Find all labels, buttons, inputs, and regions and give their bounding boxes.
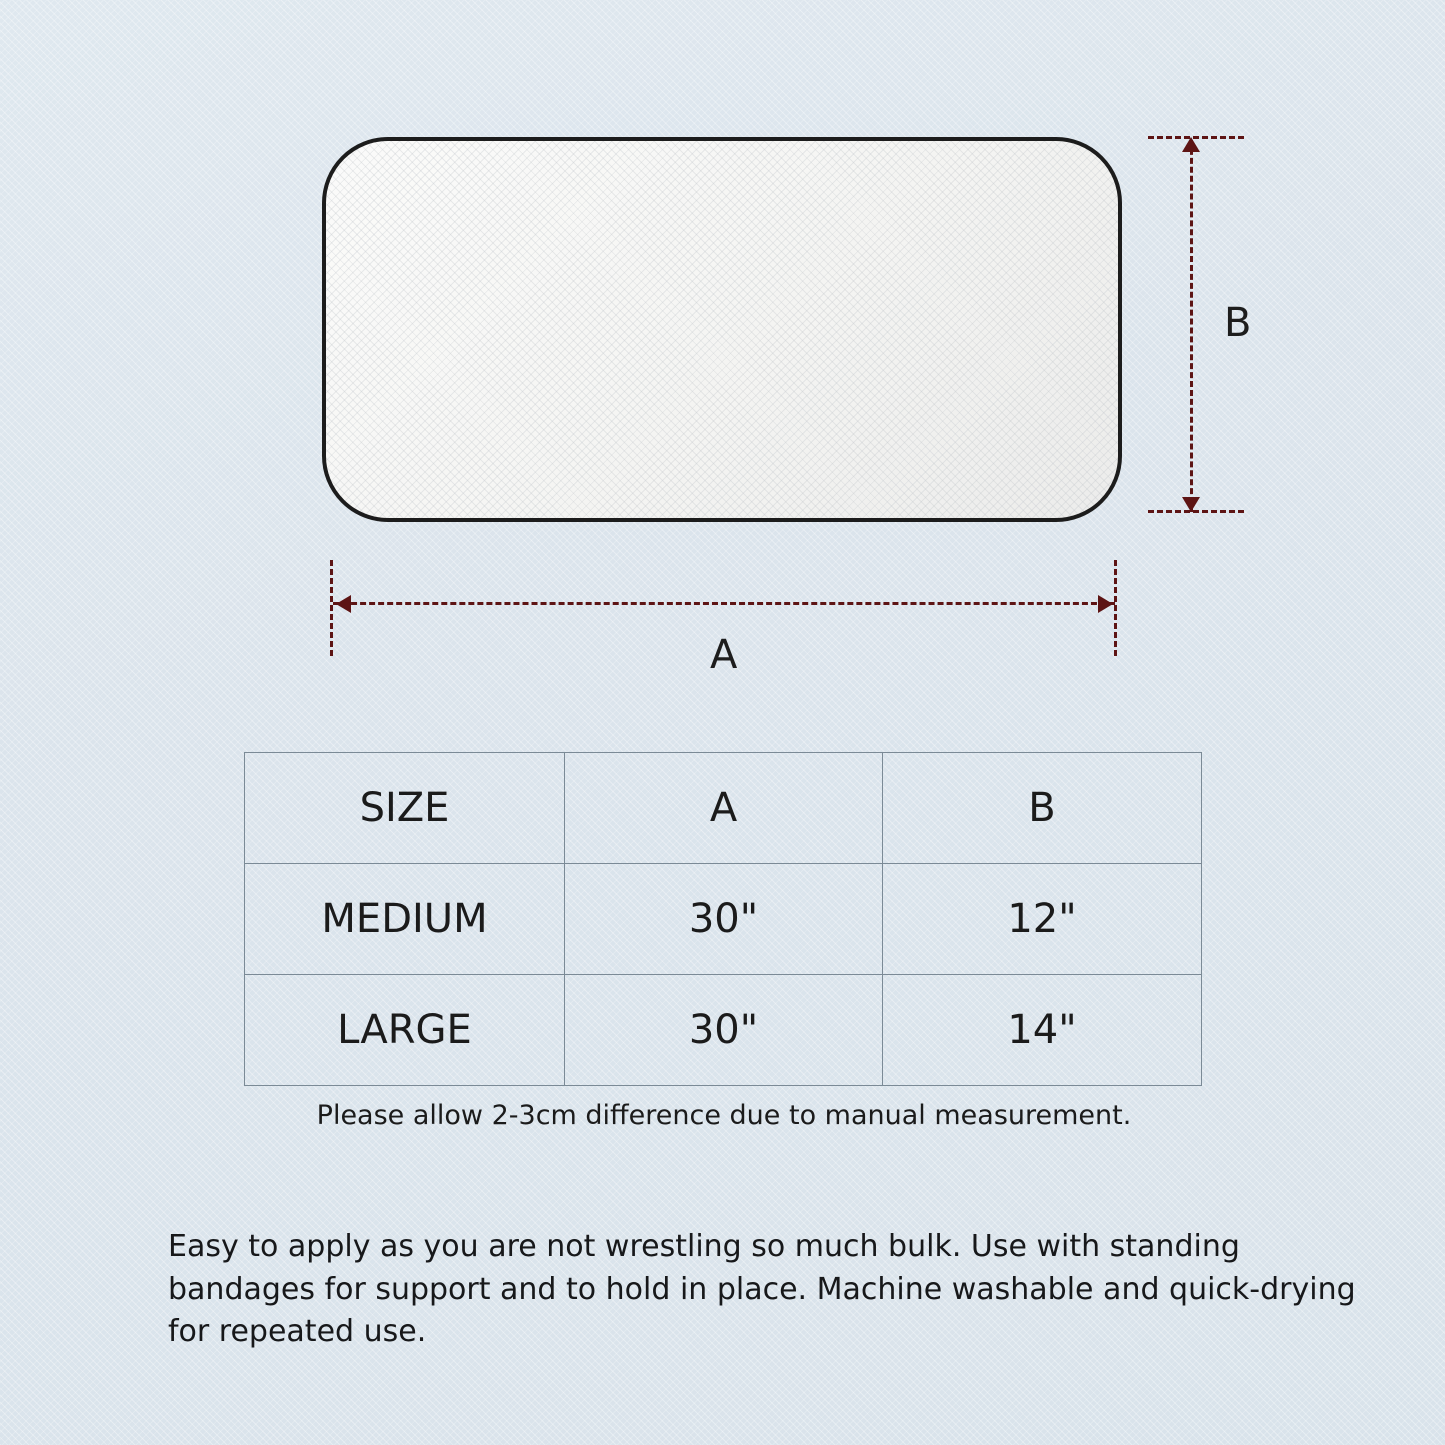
dimension-b-label: B <box>1224 300 1252 346</box>
product-description: Easy to apply as you are not wrestling so much bulk. Use with standing bandages for support and to hold in place. Machine washable and quick-drying for repeated use. <box>168 1229 1356 1350</box>
table-row <box>245 975 1202 1086</box>
table-cell-b: 12" <box>883 864 1202 975</box>
table-cell-size: LARGE <box>245 975 565 1086</box>
product-illustration <box>322 137 1122 522</box>
dimension-b-arrow-down-icon <box>1182 497 1200 512</box>
table-header-b: B <box>883 753 1202 864</box>
table-cell-b: 14" <box>883 975 1202 1086</box>
size-table <box>244 752 1202 1086</box>
table-cell-size: MEDIUM <box>245 864 565 975</box>
dimension-a-left-extension <box>330 560 333 656</box>
dimension-a-label: A <box>710 632 738 678</box>
table-header-a: A <box>565 753 883 864</box>
dimension-a-right-extension <box>1114 560 1117 656</box>
table-row <box>245 864 1202 975</box>
dimension-b-arrow-up-icon <box>1182 137 1200 152</box>
measurement-note: Please allow 2-3cm difference due to manual measurement. <box>316 1100 1132 1131</box>
table-cell-a: 30" <box>565 975 883 1086</box>
table-cell-a: 30" <box>565 864 883 975</box>
table-header-row <box>245 753 1202 864</box>
dimension-a-arrow-left-icon <box>336 595 351 613</box>
table-header-size: SIZE <box>245 753 565 864</box>
dimension-a-arrow-right-icon <box>1098 595 1113 613</box>
dimension-b-line <box>1190 140 1193 512</box>
dimension-a-line <box>333 602 1115 605</box>
